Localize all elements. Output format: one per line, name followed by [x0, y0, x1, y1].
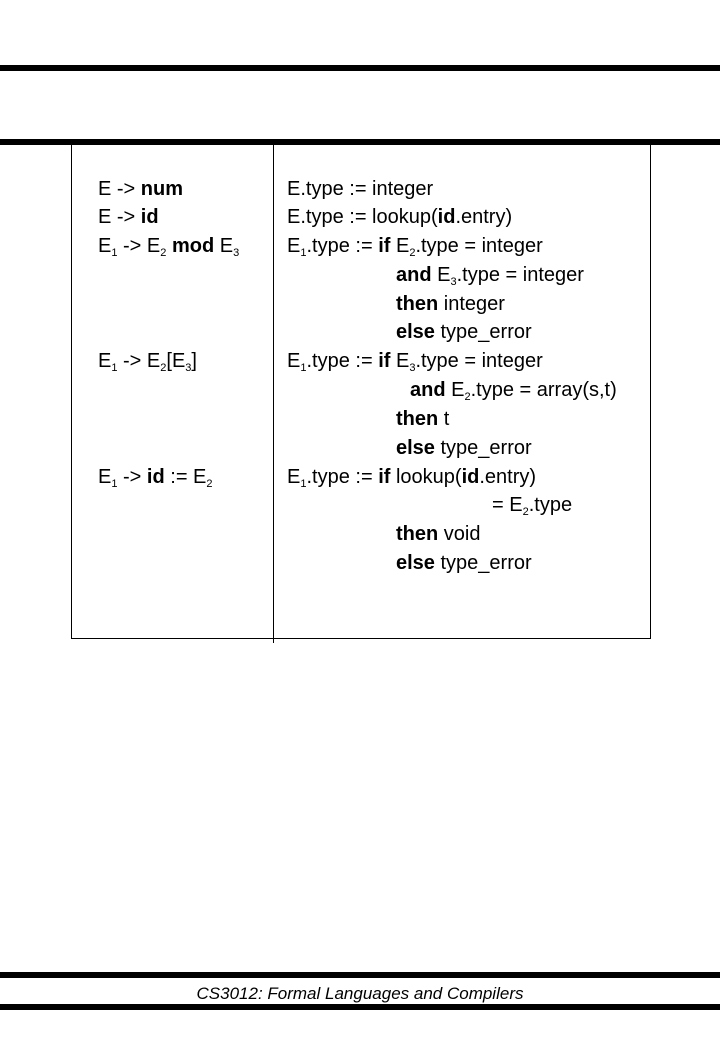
text-segment: type_error: [434, 552, 532, 574]
text-segment: type_error: [434, 321, 532, 343]
subscript: 1: [111, 362, 118, 374]
text-segment: type_error: [434, 437, 532, 459]
text-segment: -> E: [117, 350, 161, 372]
text-segment: .type = integer: [456, 264, 584, 286]
rule-line: [287, 234, 543, 258]
rule-line: [287, 349, 543, 373]
keyword: if: [378, 235, 391, 257]
text-segment: .type :=: [306, 350, 379, 372]
keyword: else: [396, 321, 435, 343]
keyword: then: [396, 523, 439, 545]
rule-line: [492, 493, 572, 517]
text-segment: E: [390, 350, 410, 372]
text-segment: E: [98, 235, 112, 257]
text-segment: .type = array(s,t): [470, 379, 617, 401]
subscript: 2: [464, 391, 471, 403]
text-segment: .type :=: [306, 235, 379, 257]
subscript: 3: [185, 362, 192, 374]
text-segment: E: [98, 350, 112, 372]
keyword: else: [396, 552, 435, 574]
rule-line: [396, 436, 532, 460]
keyword: and: [396, 264, 432, 286]
text-segment: E.type := integer: [287, 178, 434, 200]
keyword: else: [396, 437, 435, 459]
keyword: mod: [171, 235, 215, 257]
text-segment: := E: [164, 466, 207, 488]
text-segment: t: [438, 408, 450, 430]
subscript: 3: [409, 362, 416, 374]
keyword: id: [146, 466, 165, 488]
rule-line: [396, 551, 532, 575]
rule-line: [410, 378, 617, 402]
text-segment: E: [287, 350, 301, 372]
keyword: num: [140, 178, 184, 200]
text-segment: E: [98, 466, 112, 488]
text-segment: E: [287, 466, 301, 488]
rule-line: [287, 177, 433, 201]
rule-line: [396, 407, 449, 431]
text-segment: ]: [191, 350, 197, 372]
text-segment: E: [287, 235, 301, 257]
production-row: [98, 465, 213, 489]
footer-rule-bottom: [0, 1004, 720, 1010]
keyword: then: [396, 293, 439, 315]
text-segment: E: [214, 235, 234, 257]
text-segment: E ->: [98, 178, 141, 200]
subscript: 3: [450, 276, 457, 288]
text-segment: .type :=: [306, 466, 379, 488]
text-segment: -> E: [117, 235, 161, 257]
text-segment: E: [390, 235, 410, 257]
keyword: and: [410, 379, 446, 401]
subscript: 1: [111, 478, 118, 490]
text-segment: [E: [166, 350, 186, 372]
text-segment: = E: [492, 494, 523, 516]
keyword: id: [437, 206, 456, 228]
subscript: 2: [160, 362, 167, 374]
header-rule-top: [0, 65, 720, 71]
keyword: then: [396, 408, 439, 430]
text-segment: .entry): [479, 466, 537, 488]
keyword: if: [378, 466, 391, 488]
text-segment: ->: [117, 466, 147, 488]
subscript: 1: [300, 362, 307, 374]
text-segment: E: [445, 379, 465, 401]
rule-line: [287, 205, 512, 229]
rule-line: [396, 522, 480, 546]
subscript: 2: [522, 506, 529, 518]
subscript: 1: [111, 247, 118, 259]
rule-line: [396, 320, 532, 344]
text-segment: E ->: [98, 206, 141, 228]
text-segment: void: [438, 523, 481, 545]
rule-line: [396, 263, 584, 287]
subscript: 2: [206, 478, 213, 490]
footer-course-title: CS3012: Formal Languages and Compilers: [196, 984, 524, 1003]
footer-rule-top: [0, 972, 720, 978]
text-segment: .entry): [455, 206, 513, 228]
keyword: id: [461, 466, 480, 488]
subscript: 2: [160, 247, 167, 259]
rule-line: [287, 465, 536, 489]
rule-line: [396, 292, 505, 316]
production-row: [98, 234, 239, 258]
column-divider: [273, 145, 274, 643]
text-segment: .type = integer: [415, 235, 543, 257]
subscript: 2: [409, 247, 416, 259]
text-segment: .type = integer: [415, 350, 543, 372]
production-row: [98, 205, 159, 229]
keyword: if: [378, 350, 391, 372]
production-row: [98, 349, 197, 373]
subscript: 1: [300, 478, 307, 490]
production-row: [98, 177, 183, 201]
text-segment: E.type := lookup(: [287, 206, 438, 228]
text-segment: E: [431, 264, 451, 286]
text-segment: .type: [528, 494, 573, 516]
text-segment: integer: [438, 293, 505, 315]
text-segment: lookup(: [390, 466, 462, 488]
keyword: id: [140, 206, 159, 228]
subscript: 3: [233, 247, 240, 259]
subscript: 1: [300, 247, 307, 259]
